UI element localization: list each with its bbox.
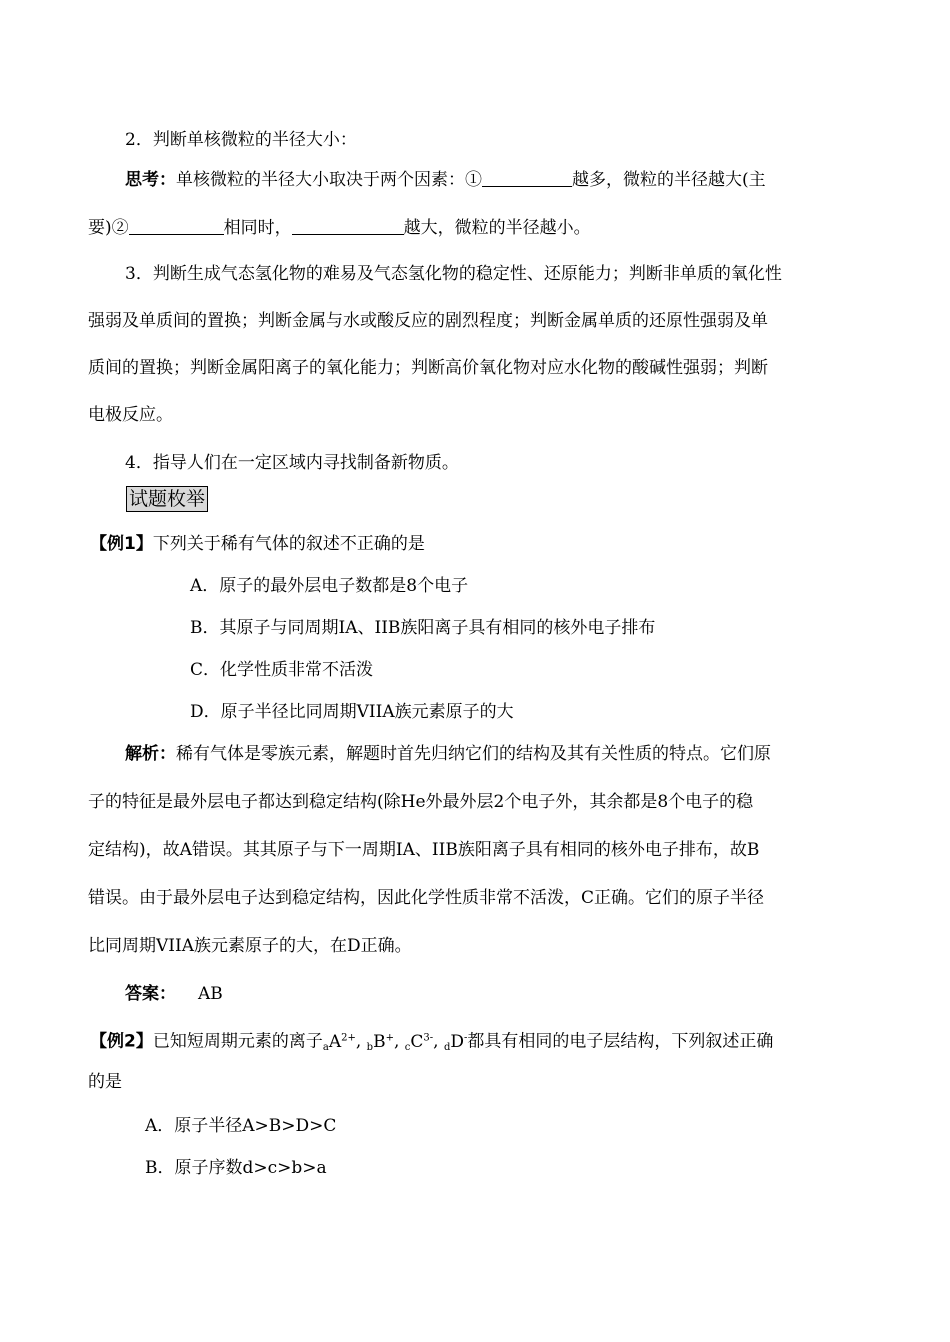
think-text-c: 要)②: [88, 218, 129, 238]
think-text-d: 相同时，: [223, 218, 292, 238]
ion-c: $cC^{3-}$: [404, 1031, 434, 1053]
example-2-option-b: B．原子序数d>c>b>a: [145, 1158, 327, 1178]
item-3-line-4: 电极反应。: [88, 405, 173, 425]
example-2-text-pre: 已知短周期元素的离子: [152, 1031, 323, 1052]
think-text-b: 越多，微粒的半径越大(主: [572, 170, 766, 190]
analysis-line-5: 比同周期VIIA族元素原子的大，在D正确。: [88, 936, 412, 956]
example-2-question-line-2: 的是: [88, 1072, 122, 1092]
example-1-label: 【例1】: [90, 534, 153, 554]
item-3-line-3: 质间的置换；判断金属阳离子的氧化能力；判断高价氧化物对应水化物的酸碱性强弱；判断: [88, 358, 768, 378]
example-2-label: 【例2】: [90, 1031, 153, 1052]
item-3-line-2: 强弱及单质间的置换；判断金属与水或酸反应的剧烈程度；判断金属单质的还原性强弱及单: [88, 311, 768, 331]
ion-d: dD-: [443, 1031, 468, 1053]
example-1-question: [90, 532, 880, 556]
fill-blank-2[interactable]: [129, 216, 224, 235]
think-text-e: 越大，微粒的半径越小。: [403, 218, 591, 238]
item-3-line-1: 3．判断生成气态氢化物的难易及气态氢化物的稳定性、还原能力；判断非单质的氧化性: [125, 264, 782, 284]
section-header: [126, 486, 916, 512]
example-2-option-a: A．原子半径A>B>D>C: [145, 1116, 337, 1136]
example-1-option-c: C．化学性质非常不活泼: [190, 660, 374, 680]
example-1-text: 下列关于稀有气体的叙述不正确的是: [152, 534, 425, 554]
ion-b: bB+: [366, 1031, 394, 1053]
think-text-a: 单核微粒的半径大小取决于两个因素：①: [176, 170, 482, 190]
fill-blank-3[interactable]: [292, 216, 404, 235]
section-tag: 试题枚举: [126, 486, 208, 512]
answer-label: 答案：: [125, 984, 176, 1004]
item-2: 2．判断单核微粒的半径大小：: [125, 130, 357, 150]
think-line-1: [125, 168, 915, 192]
example-1-option-a: A．原子的最外层电子数都是8个电子: [190, 576, 469, 596]
analysis-line-4: 错误。由于最外层电子达到稳定结构，因此化学性质非常不活泼，C正确。它们的原子半径: [88, 888, 765, 908]
example-1-option-d: D．原子半径比同周期VIIA族元素原子的大: [190, 702, 514, 722]
analysis-line-3: 定结构)，故A错误。其其原子与下一周期IA、IIB族阳离子具有相同的核外电子排布，故B: [88, 840, 760, 860]
item-4: 4．指导人们在一定区域内寻找制备新物质。: [125, 453, 459, 473]
example-1-option-b: B．其原子与同周期IA、IIB族阳离子具有相同的核外电子排布: [190, 618, 656, 638]
analysis-label: 解析：: [125, 744, 176, 764]
ion-a: $aA^{2+}$: [322, 1031, 356, 1053]
analysis-line-1: [125, 742, 915, 766]
example-2-text-post: 都具有相同的电子层结构，下列叙述正确: [467, 1031, 774, 1052]
think-label: 思考：: [125, 170, 176, 190]
think-line-2: [88, 216, 878, 240]
answer-value: AB: [198, 984, 223, 1004]
example-2-question: 【例2】已知短周期元素的离子$aA^{2+}$, bB+, $cC^{3-}$, dD-都具有相同的电子层结构，下列叙述正确: [90, 1031, 774, 1053]
fill-blank-1[interactable]: [482, 168, 572, 187]
analysis-line-2: 子的特征是最外层电子都达到稳定结构(除He外最外层2个电子外，其余都是8个电子的稳: [88, 792, 754, 812]
answer-line: [125, 982, 915, 1006]
analysis-text-1: 稀有气体是零族元素，解题时首先归纳它们的结构及其有关性质的特点。它们原: [176, 744, 771, 764]
